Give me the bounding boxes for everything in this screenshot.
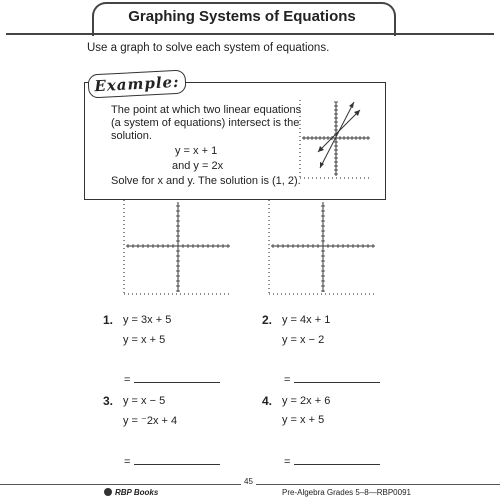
problem-1-equation-1: y = 3x + 5 <box>123 314 172 326</box>
title-rule <box>6 33 494 35</box>
problem-1-answer-line[interactable] <box>134 382 220 383</box>
page-title: Graphing Systems of Equations <box>128 8 356 25</box>
problem-2-number: 2. <box>262 313 273 327</box>
problem-4-equation-2: y = x + 5 <box>282 414 325 426</box>
problem-4-equation-1: y = 2x + 6 <box>282 395 331 407</box>
problem-1-equation-2: y = x + 5 <box>123 334 166 346</box>
example-text-line-4: Solve for x and y. The solution is (1, 2). <box>111 175 301 187</box>
publisher-logo-icon <box>104 488 112 496</box>
problem-4-answer-prefix: = <box>284 456 291 468</box>
problem-2-answer-prefix: = <box>284 374 291 386</box>
problem-4-answer-line[interactable] <box>294 464 380 465</box>
problem-3-number: 3. <box>103 394 114 408</box>
problem-2-equation-1: y = 4x + 1 <box>282 314 331 326</box>
example-text-line-1: The point at which two linear equations <box>111 104 302 116</box>
example-equation-2: and y = 2x <box>172 160 224 172</box>
page-number: 45 <box>241 477 256 486</box>
problem-4-number: 4. <box>262 394 273 408</box>
instructions: Use a graph to solve each system of equations. <box>87 42 330 54</box>
graph-problem-1 <box>118 198 236 298</box>
example-graph <box>296 98 374 184</box>
book-info: Pre-Algebra Grades 5–8—RBP0091 <box>282 488 411 497</box>
publisher-name: RBP Books <box>115 488 159 497</box>
graph-problem-2 <box>263 198 381 298</box>
problem-3-answer-prefix: = <box>124 456 131 468</box>
problem-3-equation-1: y = x − 5 <box>123 395 166 407</box>
example-text-line-3: solution. <box>111 130 152 142</box>
problem-1-number: 1. <box>103 313 114 327</box>
problem-1-answer-prefix: = <box>124 374 131 386</box>
example-equation-1: y = x + 1 <box>175 145 218 157</box>
problem-3-answer-line[interactable] <box>134 464 220 465</box>
example-text-line-2: (a system of equations) intersect is the <box>111 117 300 129</box>
problem-2-equation-2: y = x − 2 <box>282 334 325 346</box>
example-badge: Example: <box>87 69 186 98</box>
problem-2-answer-line[interactable] <box>294 382 380 383</box>
problem-3-equation-2: y = ⁻2x + 4 <box>123 415 178 427</box>
